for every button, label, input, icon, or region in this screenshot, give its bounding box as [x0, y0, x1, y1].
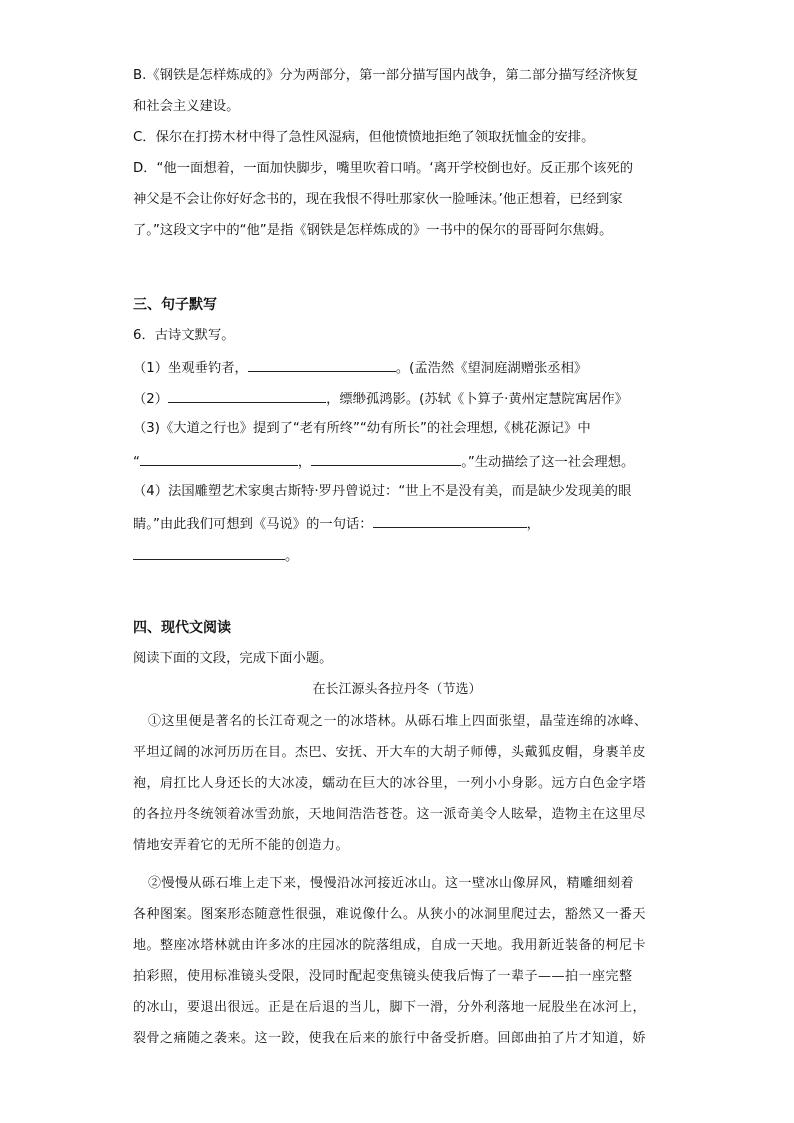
- passage-p2-line-5: 的冰山，要退出很远。正是在后退的当儿，脚下一滑，分外利落地一屁股坐在冰河上，: [133, 1000, 647, 1015]
- answer-blank[interactable]: [248, 357, 396, 372]
- dictation-item-2: [133, 388, 628, 410]
- dictation-item-1: [133, 357, 587, 379]
- dictation-item-4-line-2: [133, 513, 540, 535]
- option-d-line-1: D．“他一面想着，一面加快脚步，嘴里吹着口哨。‘离开学校倒也好。反正那个该死的: [133, 161, 634, 176]
- period: 。: [285, 549, 299, 564]
- answer-blank[interactable]: [140, 451, 298, 466]
- passage-p1-line-4: 的各拉丹冬统领着冰雪劲旅，天地间浩浩苍苍。这一派奇美令人眩晕，造物主在这里尽: [133, 807, 647, 822]
- dictation-item-3-line-1: （3)《大道之行也》提到了“老有所终”“幼有所长”的社会理想,《桃花源记》中: [133, 421, 591, 436]
- passage-p2-line-1: ②慢慢从砾石堆上走下来，慢慢沿冰河接近冰山。这一壁冰山像屏风，精雕细刻着: [148, 876, 635, 891]
- dictation-2-suffix: ，缥缈孤鸿影。(苏轼《卜算子·黄州定慧院寓居作》: [326, 392, 629, 407]
- dictation-1-suffix: 。(孟浩然《望洞庭湖赠张丞相》: [395, 361, 588, 376]
- passage-p2-line-3: 地。整座冰塔林就由许多冰的庄园冰的院落组成，自成一天地。我用新近装备的柯尼卡: [133, 938, 647, 953]
- option-d-line-3: 了。”这段文字中的“他”是指《钢铁是怎样炼成的》一书中的保尔的哥哥阿尔焦姆。: [133, 223, 613, 238]
- dictation-4-prefix: 睛。”由此我们可想到《马说》的一句话：: [133, 517, 373, 532]
- answer-blank[interactable]: [133, 545, 285, 560]
- answer-blank[interactable]: [311, 451, 461, 466]
- passage-title: 在长江源头各拉丹冬（节选）: [312, 682, 482, 697]
- passage-p1-line-3: 袍，肩扛比人身还长的大冰凌，蠕动在巨大的冰谷里，一列小小身影。远方白色金字塔: [133, 776, 647, 791]
- dictation-item-4-line-1: （4）法国雕塑艺术家奥古斯特·罗丹曾说过：“世上不是没有美，而是缺少发现美的眼: [133, 484, 632, 499]
- quote-open: “: [133, 455, 140, 470]
- comma: ，: [297, 455, 312, 470]
- option-d-line-2: 神父是不会让你好好念书的，现在我恨不得吐那家伙一脸唾沫。’他正想着，已经到家: [133, 192, 623, 207]
- question-6-prompt: 6．古诗文默写。: [133, 328, 235, 343]
- passage-p2-line-2: 各种图案。图案形态随意性很强，难说像什么。从狭小的冰洞里爬过去，豁然又一番天: [133, 907, 647, 922]
- option-b-line-1: B.《钢铁是怎样炼成的》分为两部分，第一部分描写国内战争，第二部分描写经济恢复: [133, 68, 639, 83]
- option-b-line-2: 和社会主义建设。: [133, 99, 240, 114]
- passage-p1-line-1: ①这里便是著名的长江奇观之一的冰塔林。从砾石堆上四面张望，晶莹连绵的冰峰、: [148, 714, 648, 729]
- passage-p2-line-6: 裂骨之痛随之袭来。这一跤，使我在后来的旅行中备受折磨。回郎曲拍了片才知道，娇: [133, 1031, 647, 1046]
- section-3-heading: 三、句子默写: [133, 297, 217, 313]
- dictation-item-3-line-2: [133, 451, 634, 473]
- reading-intro: 阅读下面的文段，完成下面小题。: [133, 651, 333, 666]
- dictation-3-suffix: 。”生动描绘了这一社会理想。: [461, 455, 635, 470]
- passage-p1-line-5: 情地安弄着它的无所不能的创造力。: [133, 838, 350, 853]
- answer-blank[interactable]: [373, 513, 527, 528]
- section-4-heading: 四、现代文阅读: [133, 620, 231, 636]
- dictation-item-4-line-3: [133, 545, 298, 567]
- answer-blank[interactable]: [168, 388, 326, 403]
- passage-p1-line-2: 平坦辽阔的冰河历历在目。杰巴、安抚、开大车的大胡子师傅，头戴狐皮帽，身裹羊皮: [133, 745, 647, 760]
- passage-p2-line-4: 拍彩照，使用标准镜头受限，没同时配起变焦镜头使我后悔了一辈子——拍一座完整: [133, 969, 633, 984]
- dictation-1-prefix: （1）坐观垂钓者，: [133, 361, 248, 376]
- option-c-line-1: C．保尔在打捞木材中得了急性风湿病，但他愤愤地拒绝了领取抚恤金的安排。: [133, 130, 595, 145]
- dictation-2-prefix: （2）: [133, 392, 169, 407]
- comma: ，: [526, 517, 540, 532]
